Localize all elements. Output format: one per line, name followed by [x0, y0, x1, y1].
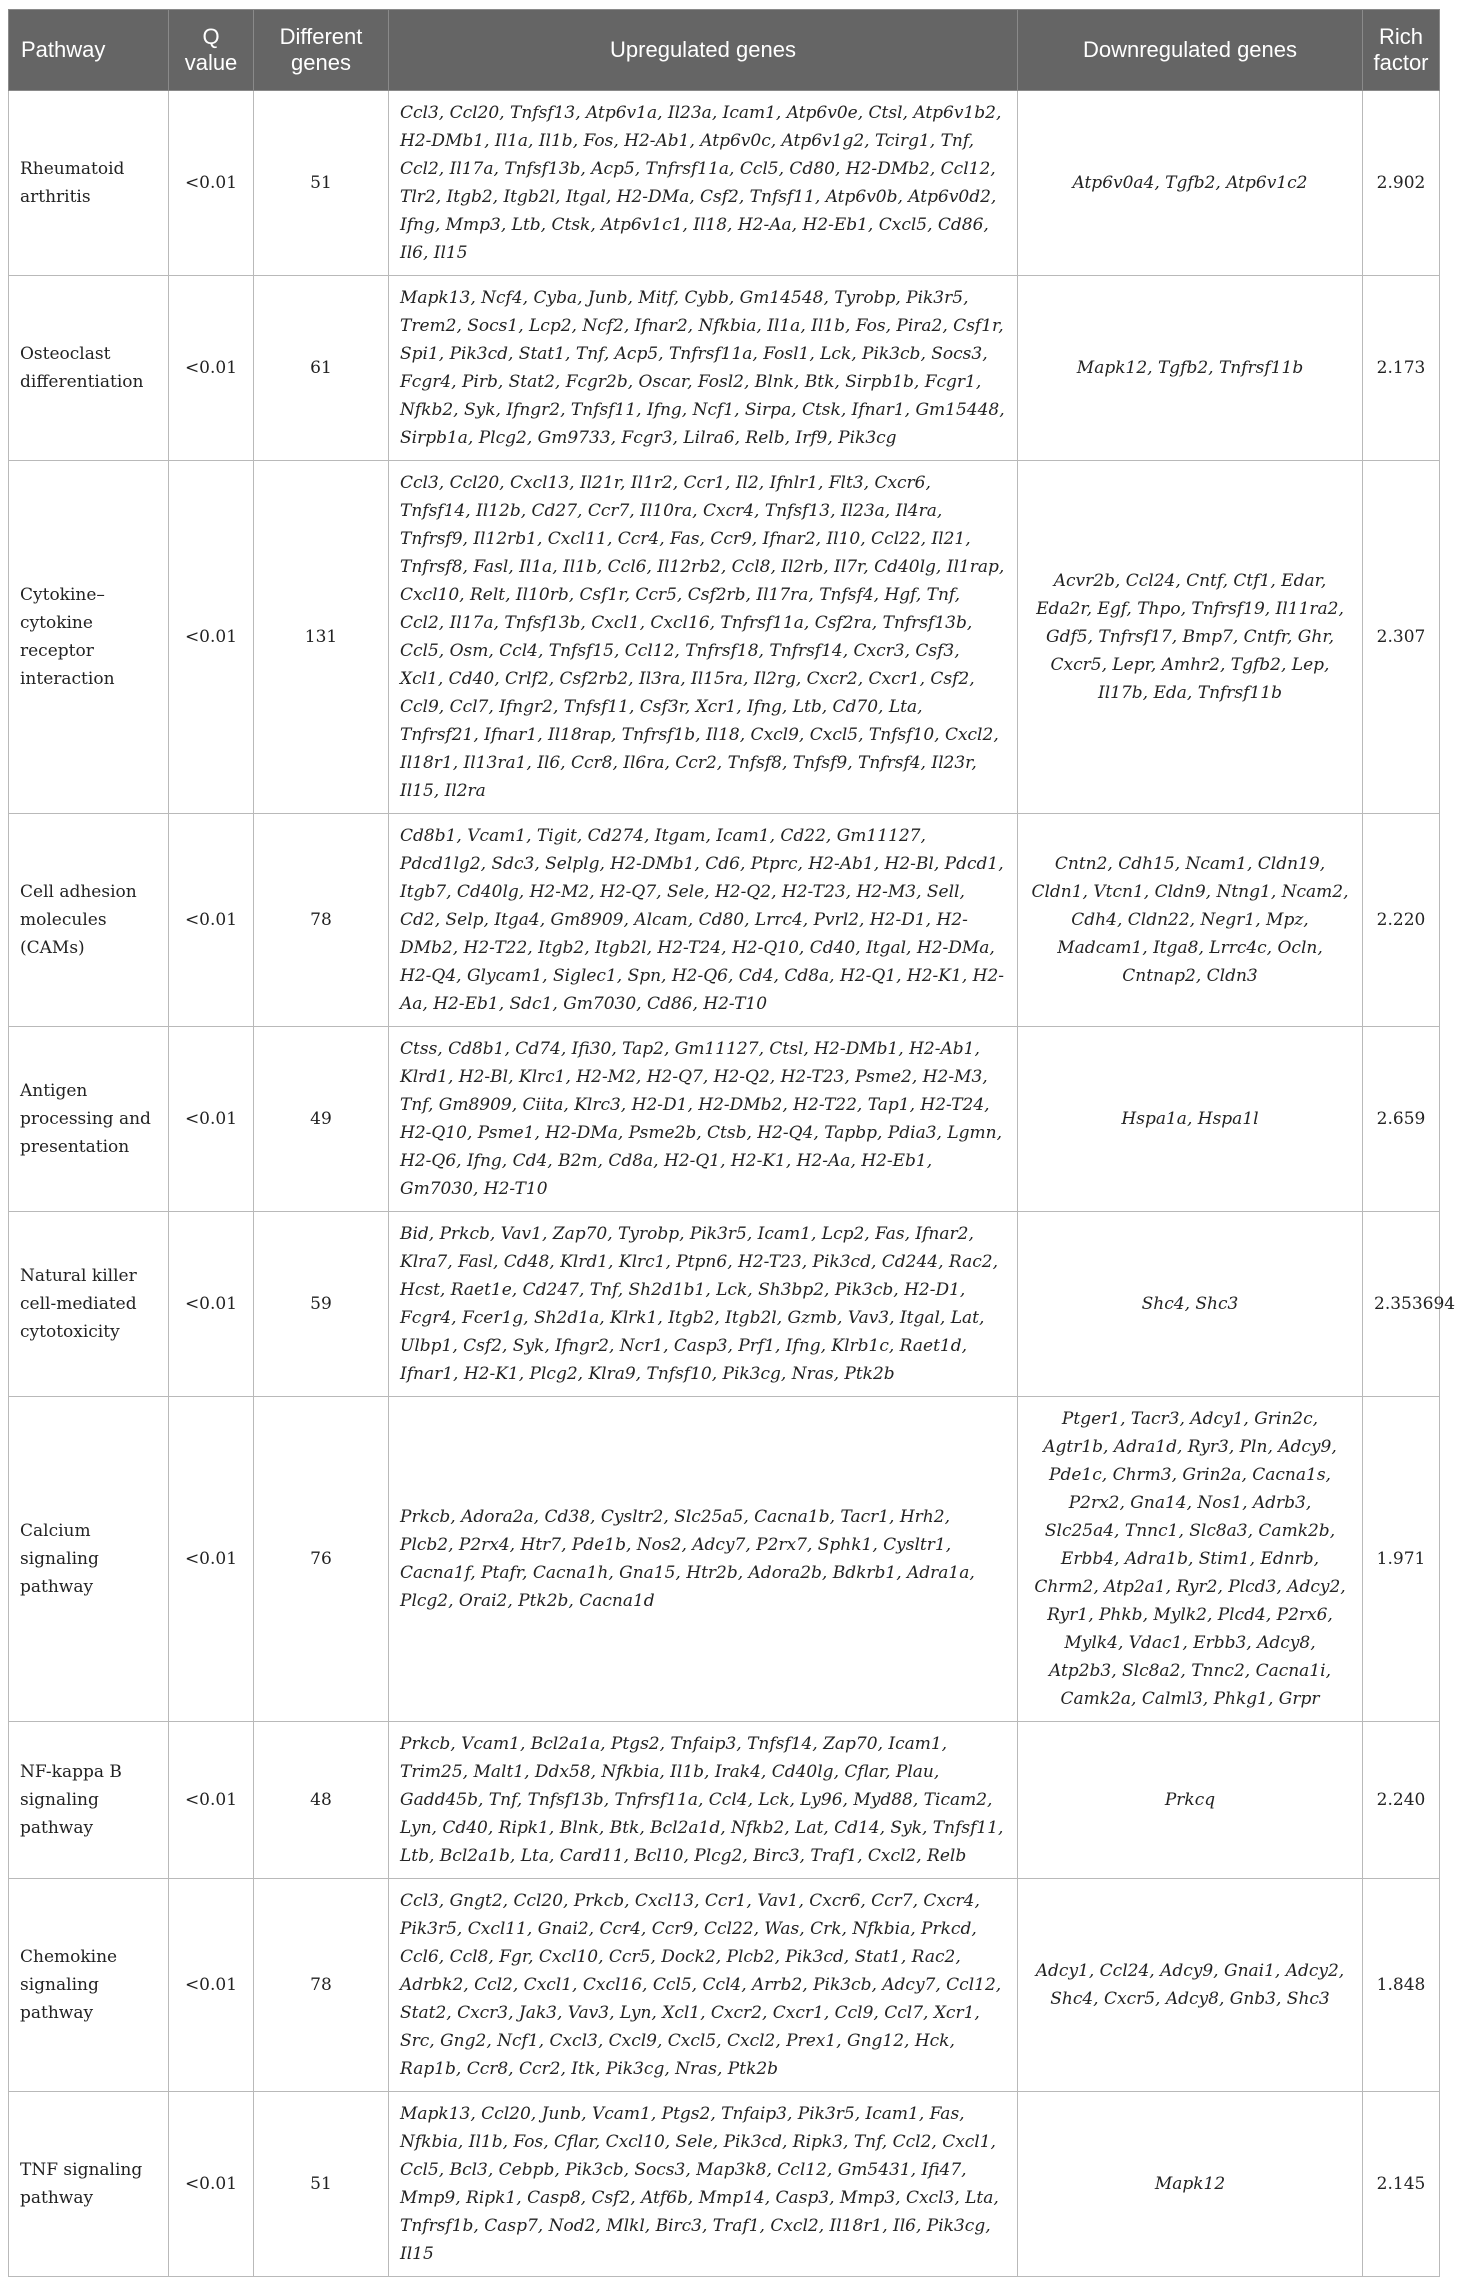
header-pathway: Pathway: [9, 10, 169, 91]
table-row: [9, 2092, 1440, 2277]
q-value-cell: <0.01: [169, 1879, 254, 2092]
q-value-cell: <0.01: [169, 276, 254, 461]
downregulated-genes-cell: Prkcq: [1018, 1722, 1363, 1879]
upregulated-genes-cell: Ctss, Cd8b1, Cd74, Ifi30, Tap2, Gm11127, Ctsl, H2-DMb1, H2-Ab1, Klrd1, H2-Bl, Klrc1, H2-M2, H2-Q7, H2-Q2, H2-T23, Psme2, H2-M3, Tnf, Gm8909, Ciita, Klrc3, H2-D1, H2-DMb2, H2-T22, Tap1, H2-T24, H2-Q10, Psme1, H2-DMa, Psme2b, Ctsb, H2-Q4, Tapbp, Pdia3, Lgmn, H2-Q6, Ifng, Cd4, B2m, Cd8a, H2-Q1, H2-K1, H2-Aa, H2-Eb1, Gm7030, H2-T10: [389, 1027, 1018, 1212]
downregulated-genes-cell: Mapk12: [1018, 2092, 1363, 2277]
rich-factor-cell: 2.659: [1363, 1027, 1440, 1212]
different-genes-cell: 51: [254, 91, 389, 276]
downregulated-genes-cell: Adcy1, Ccl24, Adcy9, Gnai1, Adcy2, Shc4, Cxcr5, Adcy8, Gnb3, Shc3: [1018, 1879, 1363, 2092]
rich-factor-cell: 2.353694: [1363, 1212, 1440, 1397]
pathway-cell: Chemokine signaling pathway: [9, 1879, 169, 2092]
pathway-cell: Rheumatoid arthritis: [9, 91, 169, 276]
rich-factor-cell: 2.220: [1363, 814, 1440, 1027]
q-value-cell: <0.01: [169, 461, 254, 814]
rich-factor-cell: 2.240: [1363, 1722, 1440, 1879]
upregulated-genes-cell: Ccl3, Ccl20, Tnfsf13, Atp6v1a, Il23a, Icam1, Atp6v0e, Ctsl, Atp6v1b2, H2-DMb1, Il1a, Il1b, Fos, H2-Ab1, Atp6v0c, Atp6v1g2, Tcirg1, Tnf, Ccl2, Il17a, Tnfsf13b, Acp5, Tnfrsf11a, Ccl5, Cd80, H2-DMb2, Ccl12, Tlr2, Itgb2, Itgb2l, Itgal, H2-DMa, Csf2, Tnfsf11, Atp6v0b, Atp6v0d2, Ifng, Mmp3, Ltb, Ctsk, Atp6v1c1, Il18, H2-Aa, H2-Eb1, Cxcl5, Cd86, Il6, Il15: [389, 91, 1018, 276]
downregulated-genes-cell: Mapk12, Tgfb2, Tnfrsf11b: [1018, 276, 1363, 461]
upregulated-genes-cell: Ccl3, Ccl20, Cxcl13, Il21r, Il1r2, Ccr1, Il2, Ifnlr1, Flt3, Cxcr6, Tnfsf14, Il12b, Cd27, Ccr7, Il10ra, Cxcr4, Tnfsf13, Il23a, Il4ra, Tnfrsf9, Il12rb1, Cxcl11, Ccr4, Fas, Ccr9, Ifnar2, Il10, Ccl22, Il21, Tnfrsf8, Fasl, Il1a, Il1b, Ccl6, Il12rb2, Ccl8, Il2rb, Il7r, Cd40lg, Il1rap, Cxcl10, Relt, Il10rb, Csf1r, Ccr5, Csf2rb, Il17ra, Tnfsf4, Hgf, Tnf, Ccl2, Il17a, Tnfsf13b, Cxcl1, Cxcl16, Tnfrsf11a, Csf2ra, Tnfrsf13b, Ccl5, Osm, Ccl4, Tnfsf15, Ccl12, Tnfrsf18, Tnfrsf14, Cxcr3, Csf3, Xcl1, Cd40, Crlf2, Csf2rb2, Il3ra, Il15ra, Il2rg, Cxcr2, Cxcr1, Csf2, Ccl9, Ccl7, Ifngr2, Tnfsf11, Csf3r, Xcr1, Ifng, Ltb, Cd70, Lta, Tnfrsf21, Ifnar1, Il18rap, Tnfrsf1b, Il18, Cxcl9, Cxcl5, Tnfsf10, Cxcl2, Il18r1, Il13ra1, Il6, Ccr8, Il6ra, Ccr2, Tnfsf8, Tnfsf9, Tnfrsf4, Il23r, Il15, Il2ra: [389, 461, 1018, 814]
q-value-cell: <0.01: [169, 1027, 254, 1212]
different-genes-cell: 51: [254, 2092, 389, 2277]
rich-factor-cell: 1.848: [1363, 1879, 1440, 2092]
pathway-table: [8, 9, 1456, 2277]
downregulated-genes-cell: Hspa1a, Hspa1l: [1018, 1027, 1363, 1212]
different-genes-cell: 48: [254, 1722, 389, 1879]
pathway-cell: Antigen processing and presentation: [9, 1027, 169, 1212]
pathway-cell: Calcium signaling pathway: [9, 1397, 169, 1722]
header-different-genes: Different genes: [254, 10, 389, 91]
downregulated-genes-cell: Atp6v0a4, Tgfb2, Atp6v1c2: [1018, 91, 1363, 276]
table-row: [9, 1212, 1440, 1397]
pathway-cell: Natural killer cell-mediated cytotoxicity: [9, 1212, 169, 1397]
downregulated-genes-cell: Shc4, Shc3: [1018, 1212, 1363, 1397]
table-row: [9, 1027, 1440, 1212]
q-value-cell: <0.01: [169, 2092, 254, 2277]
rich-factor-cell: 2.145: [1363, 2092, 1440, 2277]
different-genes-cell: 78: [254, 814, 389, 1027]
table-row: [9, 814, 1440, 1027]
pathway-cell: TNF signaling pathway: [9, 2092, 169, 2277]
different-genes-cell: 76: [254, 1397, 389, 1722]
header-downregulated-genes: Downregulated genes: [1018, 10, 1363, 91]
pathway-cell: Cell adhesion molecules (CAMs): [9, 814, 169, 1027]
q-value-cell: <0.01: [169, 814, 254, 1027]
different-genes-cell: 61: [254, 276, 389, 461]
table-row: [9, 1397, 1440, 1722]
table-row: [9, 1722, 1440, 1879]
table-row: [9, 461, 1440, 814]
upregulated-genes-cell: Prkcb, Vcam1, Bcl2a1a, Ptgs2, Tnfaip3, Tnfsf14, Zap70, Icam1, Trim25, Malt1, Ddx58, Nfkbia, Il1b, Irak4, Cd40lg, Cflar, Plau, Gadd45b, Tnf, Tnfsf13b, Tnfrsf11a, Ccl4, Lck, Ly96, Myd88, Ticam2, Lyn, Cd40, Ripk1, Blnk, Btk, Bcl2a1d, Nfkb2, Lat, Cd14, Syk, Tnfsf11, Ltb, Bcl2a1b, Lta, Card11, Bcl10, Plcg2, Birc3, Traf1, Cxcl2, Relb: [389, 1722, 1018, 1879]
q-value-cell: <0.01: [169, 1722, 254, 1879]
rich-factor-cell: 2.307: [1363, 461, 1440, 814]
rich-factor-cell: 2.902: [1363, 91, 1440, 276]
rich-factor-cell: 2.173: [1363, 276, 1440, 461]
table-row: [9, 276, 1440, 461]
q-value-cell: <0.01: [169, 91, 254, 276]
pathway-cell: NF-kappa B signaling pathway: [9, 1722, 169, 1879]
downregulated-genes-cell: Acvr2b, Ccl24, Cntf, Ctf1, Edar, Eda2r, Egf, Thpo, Tnfrsf19, Il11ra2, Gdf5, Tnfrsf17, Bmp7, Cntfr, Ghr, Cxcr5, Lepr, Amhr2, Tgfb2, Lep, Il17b, Eda, Tnfrsf11b: [1018, 461, 1363, 814]
table-row: [9, 1879, 1440, 2092]
table-header-row: [9, 10, 1440, 91]
downregulated-genes-cell: Cntn2, Cdh15, Ncam1, Cldn19, Cldn1, Vtcn1, Cldn9, Ntng1, Ncam2, Cdh4, Cldn22, Negr1, Mpz, Madcam1, Itga8, Lrrc4c, Ocln, Cntnap2, Cldn3: [1018, 814, 1363, 1027]
upregulated-genes-cell: Ccl3, Gngt2, Ccl20, Prkcb, Cxcl13, Ccr1, Vav1, Cxcr6, Ccr7, Cxcr4, Pik3r5, Cxcl11, Gnai2, Ccr4, Ccr9, Ccl22, Was, Crk, Nfkbia, Prkcd, Ccl6, Ccl8, Fgr, Cxcl10, Ccr5, Dock2, Plcb2, Pik3cd, Stat1, Rac2, Adrbk2, Ccl2, Cxcl1, Cxcl16, Ccl5, Ccl4, Arrb2, Pik3cb, Adcy7, Ccl12, Stat2, Cxcr3, Jak3, Vav3, Lyn, Xcl1, Cxcr2, Cxcr1, Ccl9, Ccl7, Xcr1, Src, Gng2, Ncf1, Cxcl3, Cxcl9, Cxcl5, Cxcl2, Prex1, Gng12, Hck, Rap1b, Ccr8, Ccr2, Itk, Pik3cg, Nras, Ptk2b: [389, 1879, 1018, 2092]
upregulated-genes-cell: Mapk13, Ncf4, Cyba, Junb, Mitf, Cybb, Gm14548, Tyrobp, Pik3r5, Trem2, Socs1, Lcp2, Ncf2, Ifnar2, Nfkbia, Il1a, Il1b, Fos, Pira2, Csf1r, Spi1, Pik3cd, Stat1, Tnf, Acp5, Tnfrsf11a, Fosl1, Lck, Pik3cb, Socs3, Fcgr4, Pirb, Stat2, Fcgr2b, Oscar, Fosl2, Blnk, Btk, Sirpb1b, Fcgr1, Nfkb2, Syk, Ifngr2, Tnfsf11, Ifng, Ncf1, Sirpa, Ctsk, Ifnar1, Gm15448, Sirpb1a, Plcg2, Gm9733, Fcgr3, Lilra6, Relb, Irf9, Pik3cg: [389, 276, 1018, 461]
q-value-cell: <0.01: [169, 1397, 254, 1722]
header-q-value: Q value: [169, 10, 254, 91]
table-row: [9, 91, 1440, 276]
downregulated-genes-cell: Ptger1, Tacr3, Adcy1, Grin2c, Agtr1b, Adra1d, Ryr3, Pln, Adcy9, Pde1c, Chrm3, Grin2a, Cacna1s, P2rx2, Gna14, Nos1, Adrb3, Slc25a4, Tnnc1, Slc8a3, Camk2b, Erbb4, Adra1b, Stim1, Ednrb, Chrm2, Atp2a1, Ryr2, Plcd3, Adcy2, Ryr1, Phkb, Mylk2, Plcd4, P2rx6, Mylk4, Vdac1, Erbb3, Adcy8, Atp2b3, Slc8a2, Tnnc2, Cacna1i, Camk2a, Calml3, Phkg1, Grpr: [1018, 1397, 1363, 1722]
pathway-cell: Cytokine–cytokine receptor interaction: [9, 461, 169, 814]
rich-factor-cell: 1.971: [1363, 1397, 1440, 1722]
table-container: [8, 9, 1456, 2277]
upregulated-genes-cell: Mapk13, Ccl20, Junb, Vcam1, Ptgs2, Tnfaip3, Pik3r5, Icam1, Fas, Nfkbia, Il1b, Fos, Cflar, Cxcl10, Sele, Pik3cd, Ripk3, Tnf, Ccl2, Cxcl1, Ccl5, Bcl3, Cebpb, Pik3cb, Socs3, Map3k8, Ccl12, Gm5431, Ifi47, Mmp9, Ripk1, Casp8, Csf2, Atf6b, Mmp14, Casp3, Mmp3, Cxcl3, Lta, Tnfrsf1b, Casp7, Nod2, Mlkl, Birc3, Traf1, Cxcl2, Il18r1, Il6, Pik3cg, Il15: [389, 2092, 1018, 2277]
different-genes-cell: 78: [254, 1879, 389, 2092]
upregulated-genes-cell: Prkcb, Adora2a, Cd38, Cysltr2, Slc25a5, Cacna1b, Tacr1, Hrh2, Plcb2, P2rx4, Htr7, Pde1b, Nos2, Adcy7, P2rx7, Sphk1, Cysltr1, Cacna1f, Ptafr, Cacna1h, Gna15, Htr2b, Adora2b, Bdkrb1, Adra1a, Plcg2, Orai2, Ptk2b, Cacna1d: [389, 1397, 1018, 1722]
pathway-cell: Osteoclast differentiation: [9, 276, 169, 461]
header-rich-factor: Rich factor: [1363, 10, 1440, 91]
upregulated-genes-cell: Bid, Prkcb, Vav1, Zap70, Tyrobp, Pik3r5, Icam1, Lcp2, Fas, Ifnar2, Klra7, Fasl, Cd48, Klrd1, Klrc1, Ptpn6, H2-T23, Pik3cd, Cd244, Rac2, Hcst, Raet1e, Cd247, Tnf, Sh2d1b1, Lck, Sh3bp2, Pik3cb, H2-D1, Fcgr4, Fcer1g, Sh2d1a, Klrk1, Itgb2, Itgb2l, Gzmb, Vav3, Itgal, Lat, Ulbp1, Csf2, Syk, Ifngr2, Ncr1, Casp3, Prf1, Ifng, Klrb1c, Raet1d, Ifnar1, H2-K1, Plcg2, Klra9, Tnfsf10, Pik3cg, Nras, Ptk2b: [389, 1212, 1018, 1397]
q-value-cell: <0.01: [169, 1212, 254, 1397]
different-genes-cell: 49: [254, 1027, 389, 1212]
different-genes-cell: 59: [254, 1212, 389, 1397]
upregulated-genes-cell: Cd8b1, Vcam1, Tigit, Cd274, Itgam, Icam1, Cd22, Gm11127, Pdcd1lg2, Sdc3, Selplg, H2-DMb1, Cd6, Ptprc, H2-Ab1, H2-Bl, Pdcd1, Itgb7, Cd40lg, H2-M2, H2-Q7, Sele, H2-Q2, H2-T23, H2-M3, Sell, Cd2, Selp, Itga4, Gm8909, Alcam, Cd80, Lrrc4, Pvrl2, H2-D1, H2-DMb2, H2-T22, Itgb2, Itgb2l, H2-T24, H2-Q10, Cd40, Itgal, H2-DMa, H2-Q4, Glycam1, Siglec1, Spn, H2-Q6, Cd4, Cd8a, H2-Q1, H2-K1, H2-Aa, H2-Eb1, Sdc1, Gm7030, Cd86, H2-T10: [389, 814, 1018, 1027]
header-upregulated-genes: Upregulated genes: [389, 10, 1018, 91]
different-genes-cell: 131: [254, 461, 389, 814]
